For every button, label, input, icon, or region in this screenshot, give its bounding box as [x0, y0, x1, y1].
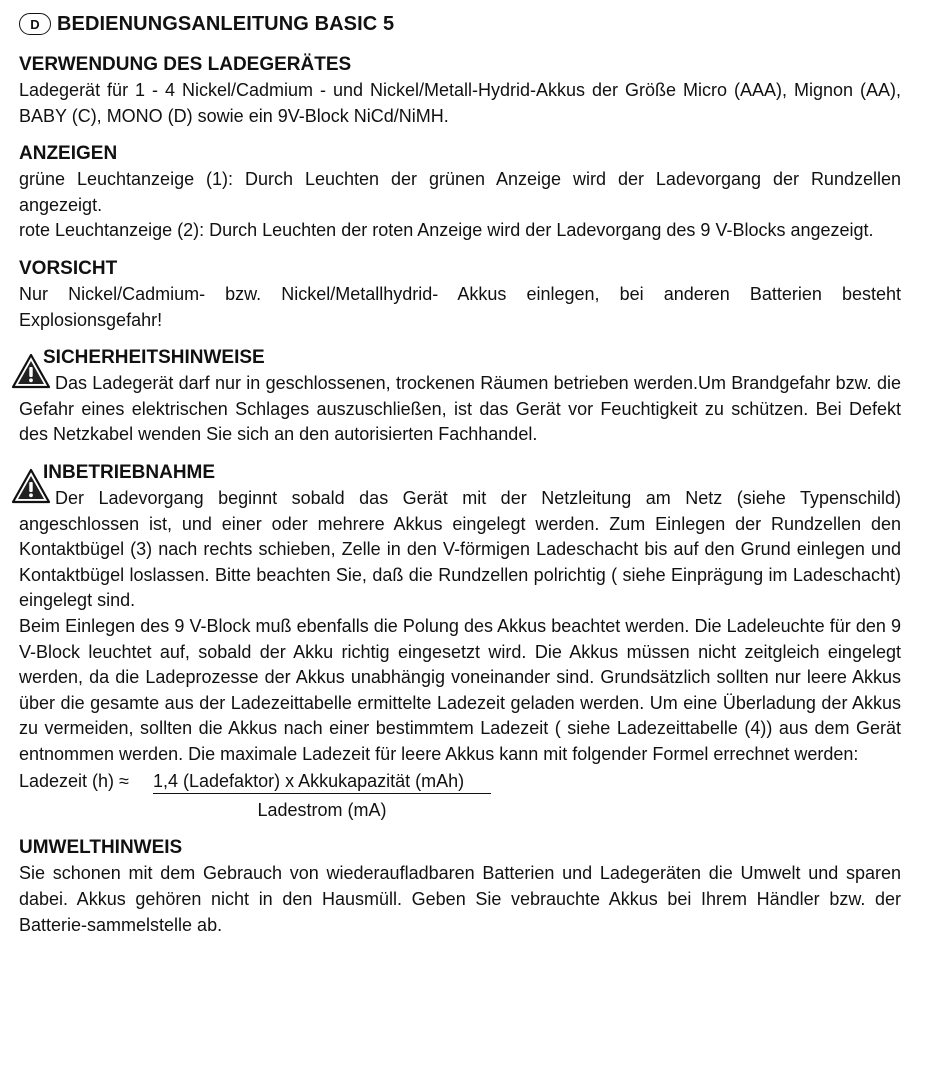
red-indicator-text: rote Leuchtanzeige (2): Durch Leuchten der roten Anzeige wird der Ladevorgang des 9 V-Blocks angezeigt.: [19, 220, 874, 241]
warning-triangle-icon: [11, 353, 51, 389]
section-text: Ladegerät für 1 - 4 Nickel/Cadmium - und Nickel/Metall-Hydrid-Akkus der Größe Micro (AAA), Mignon (AA), BABY (C), MONO (D) sowie ein 9V-Block NiCd/NiMH.: [19, 80, 901, 126]
section-title: UMWELTHINWEIS: [19, 837, 183, 859]
section-usage: [19, 52, 901, 129]
document-title: BEDIENUNGSANLEITUNG BASIC 5: [57, 12, 395, 35]
section-title: VERWENDUNG DES LADEGERÄTES: [19, 54, 352, 75]
section-startup: [19, 460, 901, 824]
formula-numerator: 1,4 (Ladefaktor) x Akkukapazität (mAh): [153, 769, 491, 794]
charge-time-formula: [19, 767, 901, 823]
startup-paragraph-1: Der Ladevorgang beginnt sobald das Gerät mit der Netzleitung am Netz (siehe Typenschild) angeschlossen ist, und einer oder mehrere Akkus eingelegt werden. Zum Einlegen der Rundzellen den Kontaktbügel (3) nach rechts schieben, Zelle in den V-förmigen Ladeschacht bis auf den Grund einlegen und Kontaktbügel loslassen. Bitte beachten Sie, daß die Rundzellen polrichtig ( siehe Einprägung im Ladeschacht) eingelegt sind.: [19, 487, 901, 611]
section-text: Nur Nickel/Cadmium- bzw. Nickel/Metallhydrid- Akkus einlegen, bei anderen Batterien besteht Explosionsgefahr!: [19, 283, 901, 330]
section-title: ANZEIGEN: [19, 143, 118, 165]
section-title: INBETRIEBNAHME: [43, 461, 216, 483]
startup-paragraph-2: Beim Einlegen des 9 V-Block muß ebenfalls die Polung des Akkus beachtet werden. Die Ladeleuchte für den 9 V-Block leuchtet auf, sobald der Akku richtig eingesetzt wird. Die Akkus müssen nicht zeitgleich eingelegt werden, da die Ladeprozesse der Akkus unabhängig voneinander sind. Grundsätzlich sollten nur leere Akkus über die gesamte aus der Ladezeittabelle ermittelte Ladezeit geladen werden. Um eine Überladung der Akkus zu vermeiden, sollten die Akkus nach einer bestimmtem Ladezeit ( siehe Ladezeittabelle (4)) aus dem Gerät entnommen werden. Die maximale Ladezeit für leere Akkus kann mit folgender Formel errechnet werden:: [19, 615, 901, 764]
section-text: Sie schonen mit dem Gebrauch von wiederaufladbaren Batterien und Ladegeräten die Umwelt und sparen dabei. Akkus gehören nicht in den Hausmüll. Geben Sie vebrauchte Akkus bei Ihrem Händler bzw. der Batterie-sammelstelle ab.: [19, 863, 901, 935]
section-environment: [19, 835, 901, 938]
section-caution: [19, 256, 901, 333]
section-title: SICHERHEITSHINWEISE: [43, 347, 265, 369]
warning-triangle-icon: [11, 468, 51, 504]
manual-page: [19, 10, 901, 950]
formula-denominator: Ladestrom (mA): [257, 800, 387, 821]
section-safety: [19, 345, 901, 448]
document-header: [19, 10, 901, 38]
section-indicators: [19, 141, 901, 244]
formula-left-side: Ladezeit (h) ≈: [19, 771, 129, 792]
section-text: Das Ladegerät darf nur in geschlossenen, trockenen Räumen betrieben werden.Um Brandgefahr bzw. die Gefahr eines elektrischen Schlages auszuschließen, ist das Gerät vor Feuchtigkeit zu schützen. Bei Defekt des Netzkabel wenden Sie sich an den autorisierten Fachhandel.: [19, 373, 901, 445]
language-badge: D: [19, 13, 51, 35]
section-title: VORSICHT: [19, 257, 118, 279]
green-indicator-text: grüne Leuchtanzeige (1): Durch Leuchten der grünen Anzeige wird der Ladevorgang der Rundzellen angezeigt.: [19, 169, 901, 215]
